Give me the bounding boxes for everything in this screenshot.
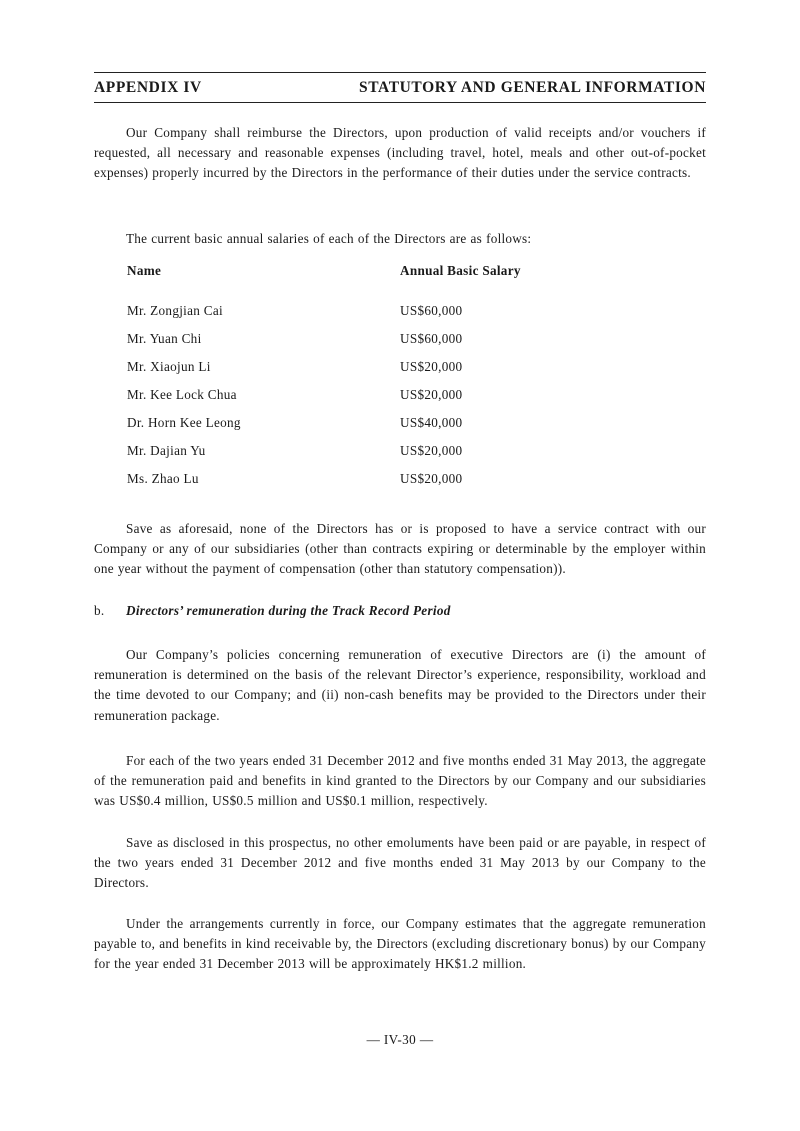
- table-row: [127, 443, 687, 463]
- director-name: Dr. Horn Kee Leong: [127, 415, 241, 430]
- column-header-salary: Annual Basic Salary: [400, 263, 521, 278]
- column-header-name: Name: [127, 263, 162, 278]
- header-top-rule: [94, 72, 706, 73]
- director-salary: US$60,000: [400, 331, 463, 346]
- director-salary: US$20,000: [400, 387, 463, 402]
- paragraph-aggregate-remuneration: For each of the two years ended 31 December 2012 and five months ended 31 May 2013, the aggregate of the remuneration paid and benefits in kind granted to the Directors by our Company and our subsidiaries was US$0.4 million, US$0.5 million and US$0.1 million, respectively.: [94, 753, 706, 809]
- table-row: [127, 415, 687, 435]
- header-appendix: APPENDIX IV: [94, 79, 202, 96]
- table-row: [127, 303, 687, 323]
- director-name: Mr. Kee Lock Chua: [127, 387, 237, 402]
- director-salary: US$40,000: [400, 415, 463, 430]
- paragraph-estimated-remuneration: Under the arrangements currently in force, our Company estimates that the aggregate remuneration payable to, and benefits in kind receivable by, the Directors (excluding discretionary bonus) by our Company for the year ended 31 December 2013 will be approximately HK$1.2 million.: [94, 916, 706, 972]
- director-name: Mr. Xiaojun Li: [127, 359, 211, 374]
- paragraph-remuneration-policy: Our Company’s policies concerning remuneration of executive Directors are (i) the amount of remuneration is determined on the basis of the relevant Director’s experience, responsibility, workload and the time devoted to our Company; and (ii) non-cash benefits may be provided to the Directors under their remuneration package.: [94, 647, 706, 723]
- paragraph-reimbursement: Our Company shall reimburse the Directors, upon production of valid receipts and/or vouchers if requested, all necessary and reasonable expenses (including travel, hotel, meals and other out-of-pocket expenses) properly incurred by the Directors in the performance of their duties under the service contracts.: [94, 125, 706, 181]
- header-section-title: STATUTORY AND GENERAL INFORMATION: [359, 79, 706, 96]
- section-title: Directors’ remuneration during the Track Record Period: [126, 603, 451, 618]
- director-name: Mr. Yuan Chi: [127, 331, 202, 346]
- director-name: Mr. Zongjian Cai: [127, 303, 224, 318]
- section-number: b.: [94, 603, 105, 618]
- director-salary: US$20,000: [400, 471, 463, 486]
- director-salary: US$20,000: [400, 359, 463, 374]
- page-number: — IV-30 —: [366, 1032, 434, 1047]
- director-name: Ms. Zhao Lu: [127, 471, 199, 486]
- director-name: Mr. Dajian Yu: [127, 443, 206, 458]
- table-row: [127, 331, 687, 351]
- header-bottom-rule: [94, 102, 706, 103]
- director-salary: US$20,000: [400, 443, 463, 458]
- salary-table-header: [127, 263, 687, 283]
- paragraph-salaries-intro: The current basic annual salaries of each of the Directors are as follows:: [126, 231, 532, 246]
- table-row: [127, 471, 687, 491]
- paragraph-service-contract: Save as aforesaid, none of the Directors has or is proposed to have a service contract with our Company or any of our subsidiaries (other than contracts expiring or determinable by the employer within one year without the payment of compensation (other than statutory compensation)).: [94, 521, 706, 577]
- director-salary: US$60,000: [400, 303, 463, 318]
- page-header: [94, 79, 706, 97]
- table-row: [127, 359, 687, 379]
- paragraph-other-emoluments: Save as disclosed in this prospectus, no other emoluments have been paid or are payable, in respect of the two years ended 31 December 2012 and five months ended 31 May 2013 by our Company to the Directors.: [94, 835, 706, 891]
- table-row: [127, 387, 687, 407]
